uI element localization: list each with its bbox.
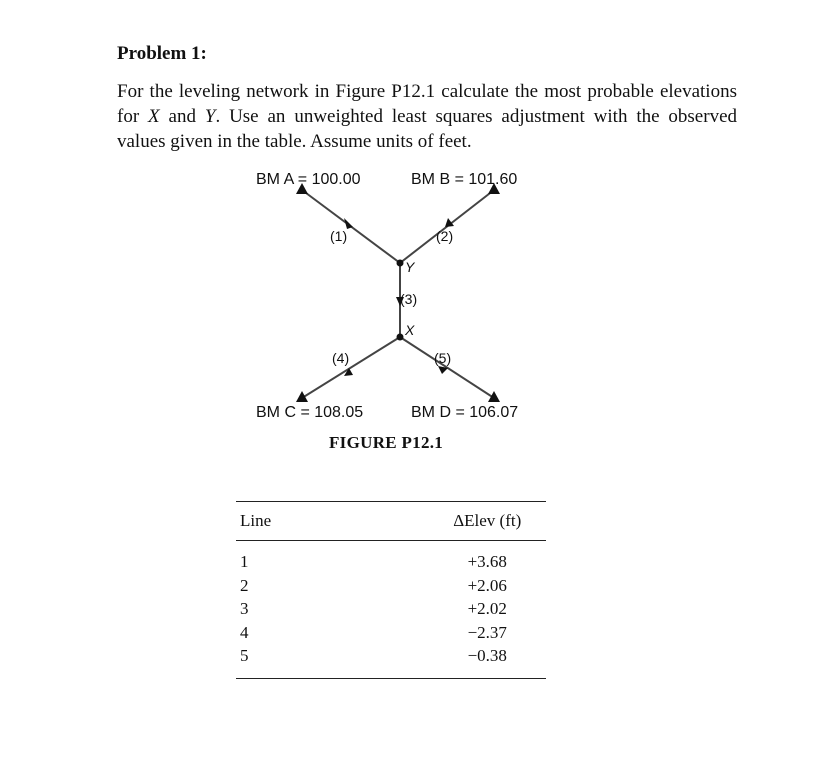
benchmark-b-label: BM B = 101.60	[411, 171, 518, 188]
problem-text-part-2: and	[159, 106, 205, 127]
point-y-marker	[397, 260, 404, 267]
observations-table	[236, 501, 546, 679]
table-row	[236, 597, 546, 621]
problem-text-part-1: For the leveling network in Figure P12.1 calculate the most probable elevations for	[117, 81, 737, 127]
benchmark-d-triangle	[488, 391, 500, 402]
cell-elevation: +2.06	[467, 575, 507, 595]
table-row	[236, 621, 546, 645]
table-row	[236, 574, 546, 598]
problem-title: Problem 1:	[117, 43, 207, 64]
cell-elevation: +2.02	[467, 599, 507, 618]
cell-elevation: −2.37	[467, 622, 507, 642]
cell-line: 4	[240, 622, 249, 642]
benchmark-d-label: BM D = 106.07	[411, 404, 519, 421]
variable-y: Y	[204, 106, 216, 127]
point-x-label: X	[405, 322, 415, 338]
figure-caption: FIGURE P12.1	[329, 433, 444, 452]
cell-line: 2	[240, 575, 249, 595]
line-2-label: (2)	[436, 228, 454, 244]
point-x-marker	[397, 334, 404, 341]
benchmark-c-label: BM C = 108.05	[256, 404, 364, 421]
table-row	[236, 541, 546, 574]
cell-elevation: +3.68	[467, 552, 507, 571]
cell-elevation: −0.38	[282, 644, 546, 678]
cell-line: 3	[240, 599, 249, 618]
cell-line: 5	[236, 644, 282, 678]
cell-line: 1	[240, 552, 249, 571]
line-4-segment	[302, 337, 400, 398]
column-header-elevation: ΔElev (ft)	[282, 502, 546, 541]
column-header-line: Line	[236, 502, 282, 541]
table-header-row	[236, 502, 546, 541]
point-y-label: Y	[405, 259, 415, 275]
variable-x: X	[148, 106, 160, 127]
line-3-label: (3)	[400, 291, 418, 307]
line-5-segment	[400, 337, 494, 398]
line-1-label: (1)	[330, 228, 348, 244]
line-5-label: (5)	[434, 350, 452, 366]
benchmark-a-label: BM A = 100.00	[256, 171, 361, 188]
line-4-label: (4)	[332, 350, 350, 366]
table-row	[236, 644, 546, 678]
problem-text-part-3: . Use an unweighted least squares adjustment with the observed values given in the table. Assume units of feet.	[117, 106, 738, 152]
